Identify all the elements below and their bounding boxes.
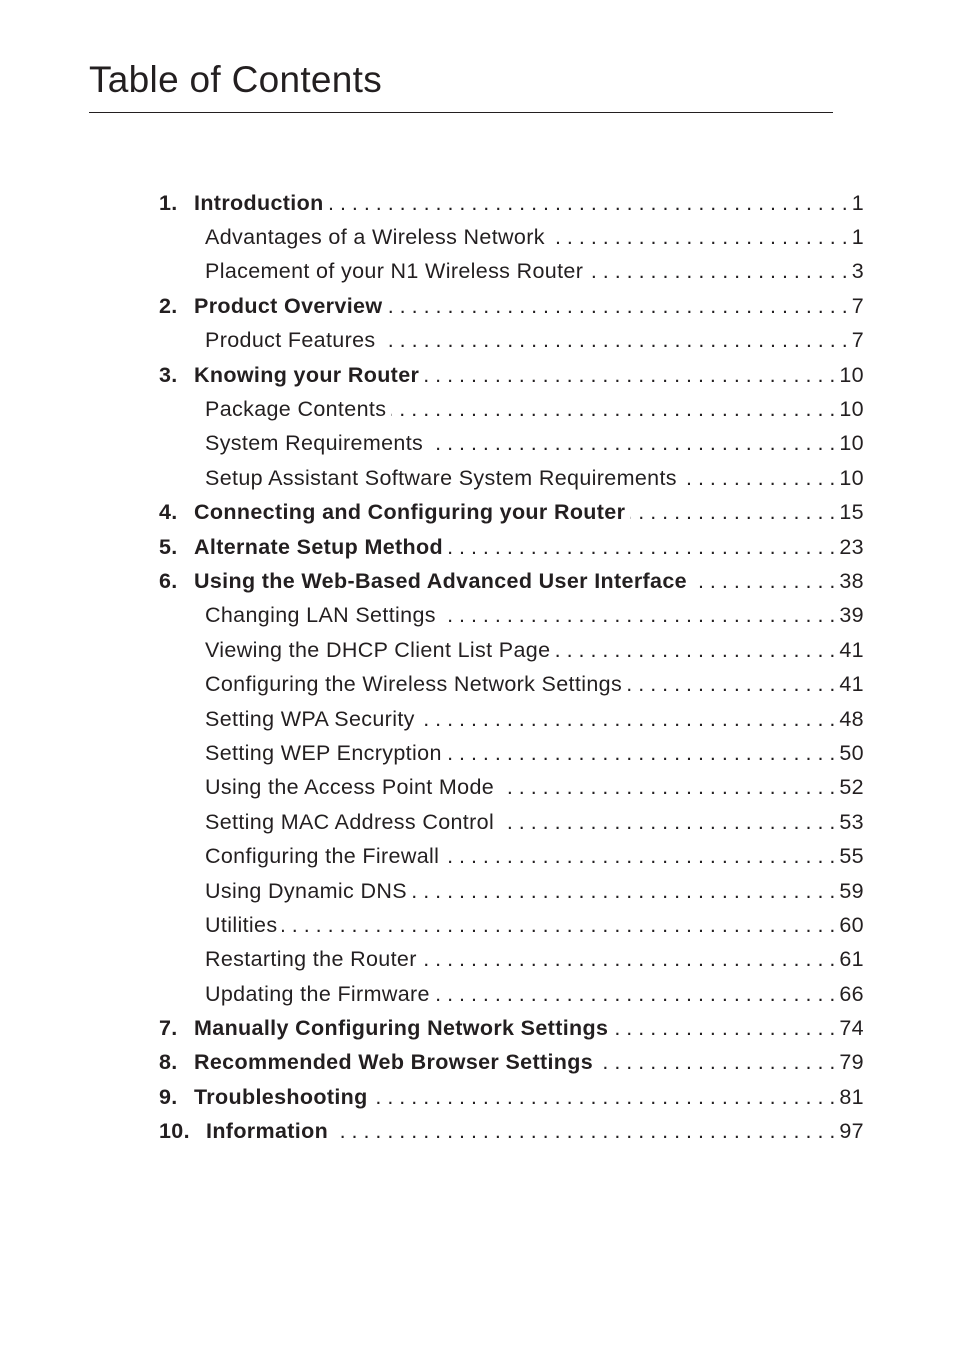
toc-page-number: 10 xyxy=(839,431,864,456)
toc-entry-title: Using Dynamic DNS xyxy=(205,878,407,903)
toc-chapter-entry[interactable] xyxy=(159,358,864,392)
toc-entry-title: Using the Web-Based Advanced User Interface xyxy=(194,568,687,593)
toc-section-entry[interactable] xyxy=(159,771,864,805)
toc-dot-leader xyxy=(692,569,835,594)
toc-entry-title: Placement of your N1 Wireless Router xyxy=(205,259,584,284)
toc-entry-number: 6. xyxy=(159,568,178,593)
toc-page-number: 10 xyxy=(839,397,864,422)
toc-dot-leader xyxy=(613,1016,835,1041)
toc-page-number: 1 xyxy=(851,190,864,215)
toc-dot-leader xyxy=(435,982,836,1007)
toc-section-entry[interactable] xyxy=(159,908,864,942)
toc-page-number: 52 xyxy=(839,775,864,800)
toc-page-number: 7 xyxy=(851,328,864,353)
toc-entry-title: Information xyxy=(206,1119,329,1144)
toc-chapter-entry[interactable] xyxy=(159,564,864,598)
toc-section-entry[interactable] xyxy=(159,977,864,1011)
toc-page-number: 7 xyxy=(851,293,864,318)
toc-section-entry[interactable] xyxy=(159,702,864,736)
toc-dot-leader xyxy=(630,500,835,525)
toc-dot-leader xyxy=(424,363,835,388)
toc-entry-title: Configuring the Firewall xyxy=(205,844,440,869)
toc-entry-title: Setting MAC Address Control xyxy=(205,809,495,834)
toc-entry-title: Alternate Setup Method xyxy=(194,534,443,559)
toc-entry-number: 9. xyxy=(159,1084,178,1109)
toc-section-entry[interactable] xyxy=(159,805,864,839)
table-of-contents xyxy=(159,186,864,1149)
toc-section-entry[interactable] xyxy=(159,255,864,289)
toc-page-number: 55 xyxy=(839,844,864,869)
toc-chapter-entry[interactable] xyxy=(159,1011,864,1045)
toc-entry-title: Advantages of a Wireless Network xyxy=(205,225,545,250)
toc-section-entry[interactable] xyxy=(159,874,864,908)
toc-section-entry[interactable] xyxy=(159,324,864,358)
toc-page-number: 81 xyxy=(839,1084,864,1109)
toc-dot-leader xyxy=(550,225,848,250)
toc-entry-title: Viewing the DHCP Client List Page xyxy=(205,637,551,662)
toc-page-number: 38 xyxy=(839,568,864,593)
toc-dot-leader xyxy=(444,844,835,869)
toc-entry-title: Utilities xyxy=(205,912,278,937)
toc-entry-number: 2. xyxy=(159,293,178,318)
toc-dot-leader xyxy=(627,672,835,697)
toc-chapter-entry[interactable] xyxy=(159,496,864,530)
toc-dot-leader xyxy=(391,397,835,422)
toc-chapter-entry[interactable] xyxy=(159,186,864,220)
toc-page-number: 10 xyxy=(839,362,864,387)
toc-entry-title: Knowing your Router xyxy=(194,362,420,387)
toc-page-number: 97 xyxy=(839,1119,864,1144)
toc-page-number: 23 xyxy=(839,534,864,559)
toc-entry-title: Connecting and Configuring your Router xyxy=(194,500,626,525)
toc-entry-number: 7. xyxy=(159,1016,178,1041)
toc-dot-leader xyxy=(387,294,847,319)
toc-entry-number: 8. xyxy=(159,1050,178,1075)
toc-page-number: 48 xyxy=(839,706,864,731)
toc-entry-title: Troubleshooting xyxy=(194,1084,368,1109)
toc-page-number: 66 xyxy=(839,981,864,1006)
toc-entry-title: Recommended Web Browser Settings xyxy=(194,1050,594,1075)
toc-page-number: 41 xyxy=(839,672,864,697)
toc-entry-title: Product Features xyxy=(205,328,376,353)
toc-dot-leader xyxy=(428,431,835,456)
toc-dot-leader xyxy=(441,603,836,628)
toc-section-entry[interactable] xyxy=(159,943,864,977)
toc-page-number: 60 xyxy=(839,912,864,937)
toc-page-number: 39 xyxy=(839,603,864,628)
toc-section-entry[interactable] xyxy=(159,220,864,254)
toc-page-number: 74 xyxy=(839,1016,864,1041)
toc-chapter-entry[interactable] xyxy=(159,1046,864,1080)
toc-page-number: 79 xyxy=(839,1050,864,1075)
toc-section-entry[interactable] xyxy=(159,667,864,701)
toc-chapter-entry[interactable] xyxy=(159,289,864,323)
toc-entry-number: 3. xyxy=(159,362,178,387)
toc-entry-title: Package Contents xyxy=(205,397,387,422)
toc-entry-title: Manually Configuring Network Settings xyxy=(194,1016,609,1041)
toc-entry-title: Configuring the Wireless Network Settings xyxy=(205,672,623,697)
toc-page-number: 53 xyxy=(839,809,864,834)
toc-entry-title: Setup Assistant Software System Requirements xyxy=(205,465,677,490)
toc-entry-title: Product Overview xyxy=(194,293,383,318)
toc-page-number: 10 xyxy=(839,465,864,490)
title-divider xyxy=(89,112,833,113)
toc-dot-leader xyxy=(412,879,835,904)
toc-dot-leader xyxy=(499,775,835,800)
toc-dot-leader xyxy=(381,328,848,353)
toc-entry-number: 4. xyxy=(159,500,178,525)
toc-page-number: 3 xyxy=(851,259,864,284)
toc-dot-leader xyxy=(373,1085,836,1110)
toc-dot-leader xyxy=(682,466,835,491)
toc-entry-title: Changing LAN Settings xyxy=(205,603,436,628)
toc-chapter-entry[interactable] xyxy=(159,530,864,564)
toc-dot-leader xyxy=(499,810,835,835)
toc-page-number: 50 xyxy=(839,740,864,765)
toc-page-number: 15 xyxy=(839,500,864,525)
toc-section-entry[interactable] xyxy=(159,599,864,633)
toc-dot-leader xyxy=(448,535,835,560)
toc-page-number: 61 xyxy=(839,947,864,972)
toc-dot-leader xyxy=(329,191,848,216)
toc-section-entry[interactable] xyxy=(159,427,864,461)
toc-entry-number: 1. xyxy=(159,190,178,215)
toc-dot-leader xyxy=(282,913,835,938)
toc-page-number: 59 xyxy=(839,878,864,903)
toc-section-entry[interactable] xyxy=(159,839,864,873)
toc-entry-number: 5. xyxy=(159,534,178,559)
toc-section-entry[interactable] xyxy=(159,633,864,667)
toc-entry-title: Using the Access Point Mode xyxy=(205,775,495,800)
toc-entry-title: Setting WPA Security xyxy=(205,706,415,731)
toc-dot-leader xyxy=(422,947,836,972)
toc-dot-leader xyxy=(598,1050,835,1075)
toc-section-entry[interactable] xyxy=(159,736,864,770)
toc-dot-leader xyxy=(447,741,836,766)
page-title: Table of Contents xyxy=(89,59,383,100)
toc-entry-title: System Requirements xyxy=(205,431,424,456)
toc-chapter-entry[interactable] xyxy=(159,1080,864,1114)
toc-page-number: 1 xyxy=(851,225,864,250)
toc-section-entry[interactable] xyxy=(159,461,864,495)
toc-entry-title: Updating the Firmware xyxy=(205,981,430,1006)
toc-dot-leader xyxy=(555,638,835,663)
toc-chapter-entry[interactable] xyxy=(159,1115,864,1149)
toc-dot-leader xyxy=(420,707,836,732)
toc-entry-title: Introduction xyxy=(194,190,324,215)
toc-dot-leader xyxy=(588,259,847,284)
toc-entry-number: 10. xyxy=(159,1119,190,1144)
toc-section-entry[interactable] xyxy=(159,392,864,426)
toc-entry-title: Restarting the Router xyxy=(205,947,417,972)
toc-entry-title: Setting WEP Encryption xyxy=(205,740,442,765)
toc-page-number: 41 xyxy=(839,637,864,662)
toc-dot-leader xyxy=(333,1119,835,1144)
